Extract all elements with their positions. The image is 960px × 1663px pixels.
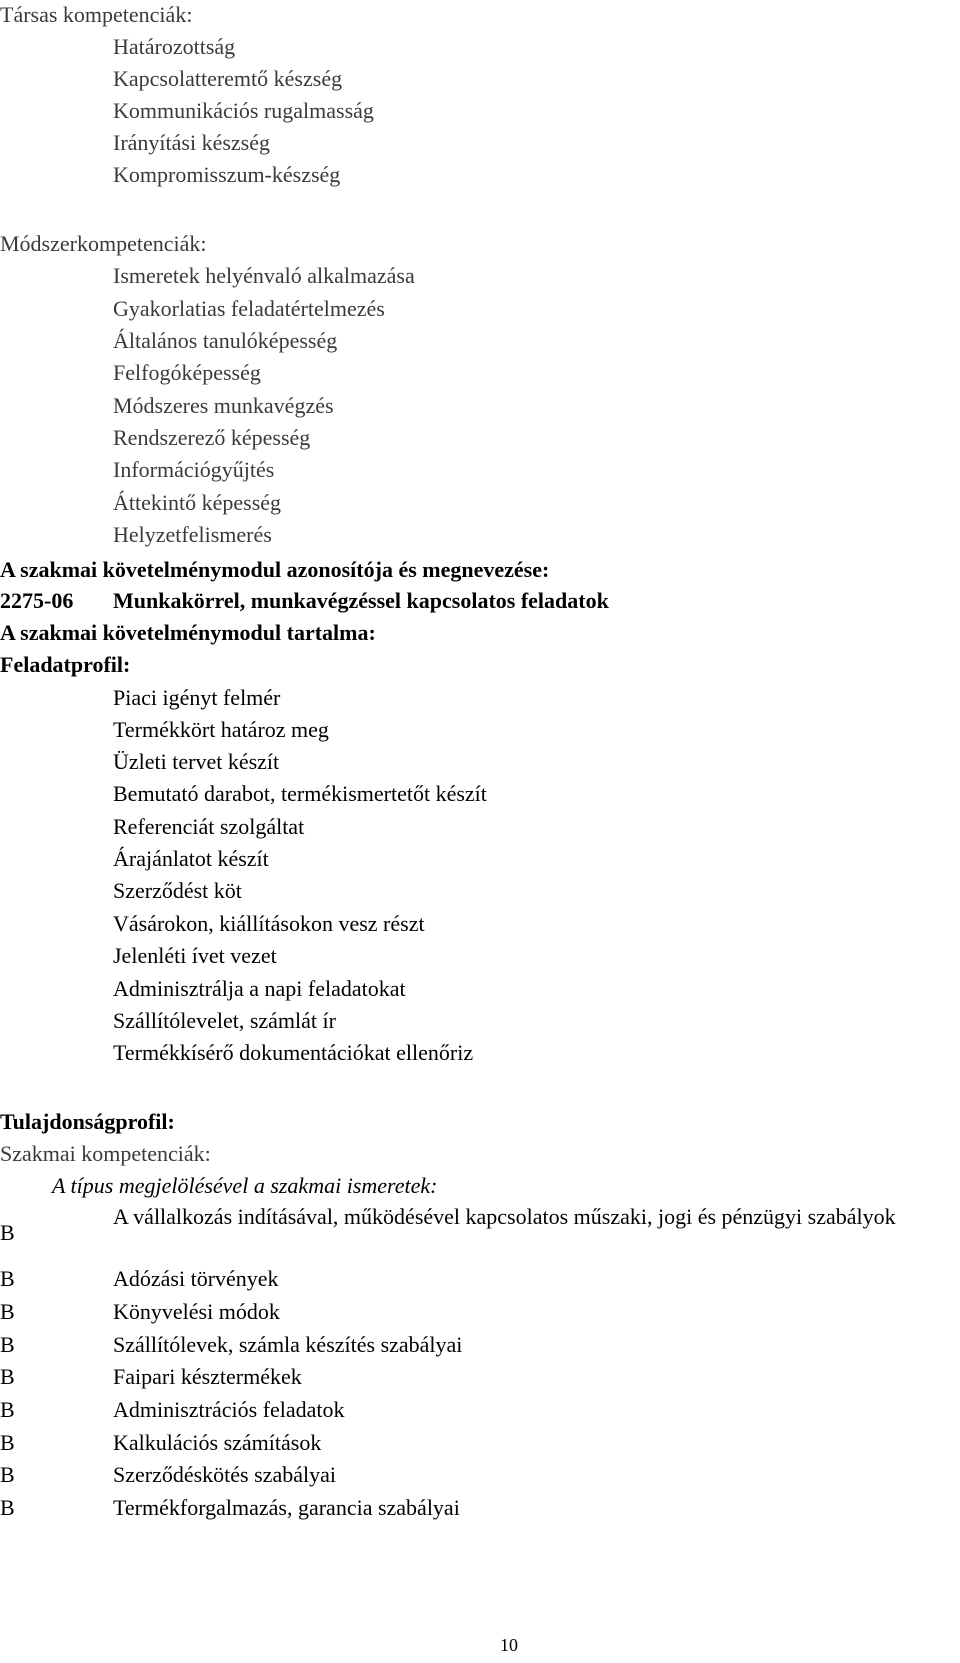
modszer-item: Módszeres munkavégzés [113,393,334,418]
modszer-item: Rendszerező képesség [113,425,311,450]
type-marker: B [0,1299,15,1324]
feladat-item: Adminisztrálja a napi feladatokat [113,976,406,1001]
feladat-item: Piaci igényt felmér [113,685,281,710]
feladat-item: Üzleti tervet készít [113,749,280,774]
tarsas-item: Kapcsolatteremtő készség [113,66,343,91]
tarsas-item: Határozottság [113,34,236,59]
modul-id-label: A szakmai követelménymodul azonosítója és megnevezése: [0,557,550,582]
modszer-item: Általános tanulóképesség [113,328,338,353]
feladatprofil-heading: Feladatprofil: [0,652,131,677]
knowledge-text: Adózási törvények [113,1266,279,1291]
knowledge-text: Szerződéskötés szabályai [113,1462,336,1487]
modul-content-label: A szakmai követelménymodul tartalma: [0,620,376,645]
type-marker: B [0,1430,15,1455]
tarsas-heading: Társas kompetenciák: [0,2,193,27]
feladat-item: Termékkört határoz meg [113,717,329,742]
tarsas-item: Irányítási készség [113,130,270,155]
knowledge-text: Termékforgalmazás, garancia szabályai [113,1495,460,1520]
knowledge-text: Faipari késztermékek [113,1364,302,1389]
modul-code-line [0,588,609,614]
feladat-item: Vásárokon, kiállításokon vesz részt [113,911,425,936]
type-marker: B [0,1220,15,1245]
tulajdonsag-heading: Tulajdonságprofil: [0,1109,175,1134]
feladat-item: Szállítólevelet, számlát ír [113,1008,336,1033]
modul-name: Munkakörrel, munkavégzéssel kapcsolatos feladatok [113,588,609,613]
feladat-item: Termékkísérő dokumentációkat ellenőriz [113,1040,474,1065]
feladat-item: Szerződést köt [113,878,242,903]
knowledge-text: Kalkulációs számítások [113,1430,322,1455]
feladat-item: Referenciát szolgáltat [113,814,305,839]
feladat-item: Jelenléti ívet vezet [113,943,277,968]
page-number: 10 [500,1635,518,1655]
szakmai-kompetenciak-heading: Szakmai kompetenciák: [0,1141,211,1166]
knowledge-text: Könyvelési módok [113,1299,280,1324]
tarsas-item: Kommunikációs rugalmasság [113,98,374,123]
modul-code: 2275-06 [0,588,74,613]
modszer-item: Helyzetfelismerés [113,522,272,547]
type-marker: B [0,1462,15,1487]
type-marker: B [0,1266,15,1291]
type-marker: B [0,1332,15,1357]
tarsas-item: Kompromisszum-készség [113,162,341,187]
type-marker: B [0,1364,15,1389]
type-marker: B [0,1397,15,1422]
knowledge-text: Szállítólevek, számla készítés szabályai [113,1332,463,1357]
knowledge-text: Adminisztrációs feladatok [113,1397,345,1422]
tipus-heading: A típus megjelölésével a szakmai ismeretek: [52,1173,438,1198]
type-marker: B [0,1495,15,1520]
modszer-item: Gyakorlatias feladatértelmezés [113,296,385,321]
modszer-item: Felfogóképesség [113,360,261,385]
modszer-item: Ismeretek helyénvaló alkalmazása [113,263,415,288]
feladat-item: Bemutató darabot, termékismertetőt készít [113,781,487,806]
knowledge-text: A vállalkozás indításával, működésével kapcsolatos műszaki, jogi és pénzügyi szabályok [113,1204,896,1229]
modszer-heading: Módszerkompetenciák: [0,231,207,256]
modszer-item: Információgyűjtés [113,457,275,482]
feladat-item: Árajánlatot készít [113,846,269,871]
modszer-item: Áttekintő képesség [113,490,282,515]
